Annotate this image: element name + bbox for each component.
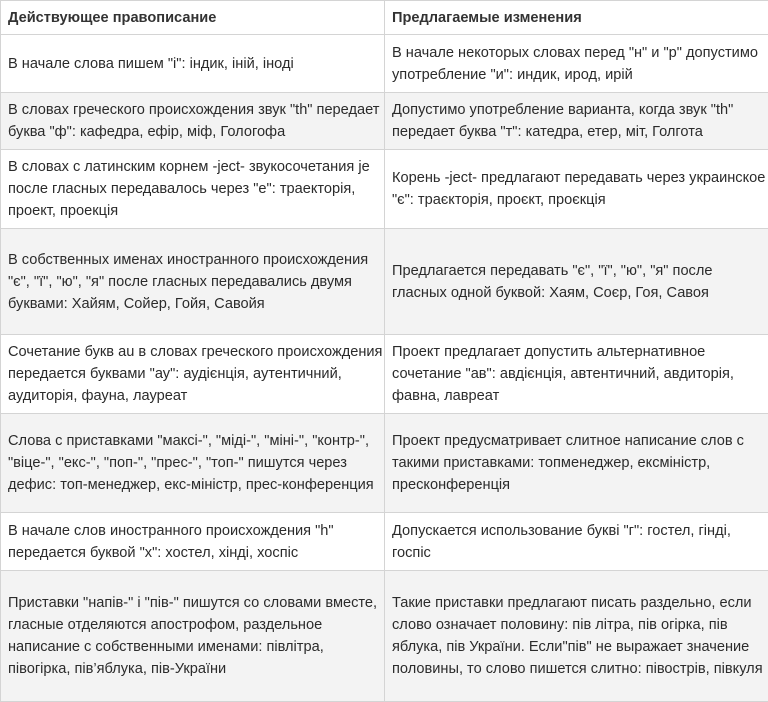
table-row — [1, 93, 768, 150]
table-header-row — [1, 1, 768, 35]
table-row — [1, 414, 768, 513]
proposed-change-cell: Проект предлагает допустить альтернативное сочетание "ав": авдієнція, автентичний, авдиторія, фавна, лавреат — [385, 335, 768, 414]
proposed-change-cell: Корень -ject- предлагают передавать через украинское "є": траєкторія, проєкт, проєкція — [385, 150, 768, 229]
proposed-change-cell: В начале некоторых словах перед "н" и "р" допустимо употребление "и": индик, ирод, ирій — [385, 35, 768, 93]
table-row — [1, 335, 768, 414]
proposed-change-cell: Допускается использование букві "г": гостел, гінді, госпіс — [385, 513, 768, 571]
proposed-change-cell: Проект предусматривает слитное написание слов с такими приставками: топменеджер, ексміністр, пресконференція — [385, 414, 768, 513]
column-header-proposed: Предлагаемые изменения — [385, 1, 768, 35]
current-rule-cell: В словах греческого происхождения звук "th" передает буква "ф": кафедра, ефір, міф, Гологофа — [1, 93, 385, 150]
proposed-change-cell: Такие приставки предлагают писать раздельно, если слово означает половину: пів літра, пів огірка, пів яблука, пів України. Если"пів" не выражает значение половины, то слово пишется слитно: півострів, півкуля — [385, 571, 768, 702]
current-rule-cell: Сочетание букв au в словах греческого происхождения передается буквами "ау": аудієнція, аутентичний, аудиторія, фауна, лауреат — [1, 335, 385, 414]
table-row — [1, 513, 768, 571]
table-row — [1, 150, 768, 229]
current-rule-cell: В начале слов иностранного происхождения "h" передается буквой "х": хостел, хінді, хоспіс — [1, 513, 385, 571]
current-rule-cell: Слова с приставками "максі-", "міді-", "міні-", "контр-", "віце-", "екс-", "поп-", "прес-", "топ-" пишутся через дефис: топ-менеджер, екс-міністр, прес-конференция — [1, 414, 385, 513]
proposed-change-cell: Допустимо употребление варианта, когда звук "th" передает буква "т": катедра, етер, міт, Голгота — [385, 93, 768, 150]
table-row — [1, 35, 768, 93]
column-header-current: Действующее правописание — [1, 1, 385, 35]
current-rule-cell: Приставки "напів-" і "пів-" пишутся со словами вместе, гласные отделяются апострофом, раздельное написание с собственными именами: півлітра, півогірка, пів’яблука, пів-України — [1, 571, 385, 702]
table-row — [1, 229, 768, 335]
current-rule-cell: В начале слова пишем "і": індик, іній, іноді — [1, 35, 385, 93]
current-rule-cell: В словах с латинским корнем -ject- звукосочетания je после гласных передавалось через "е": траекторія, проект, проекція — [1, 150, 385, 229]
table-row — [1, 571, 768, 702]
proposed-change-cell: Предлагается передавать "є", "ї", "ю", "я" после гласных одной буквой: Хаям, Соєр, Гоя, Савоя — [385, 229, 768, 335]
current-rule-cell: В собственных именах иностранного происхождения "є", "ї", "ю", "я" после гласных передавались двумя буквами: Хайям, Сойер, Гойя, Савойя — [1, 229, 385, 335]
